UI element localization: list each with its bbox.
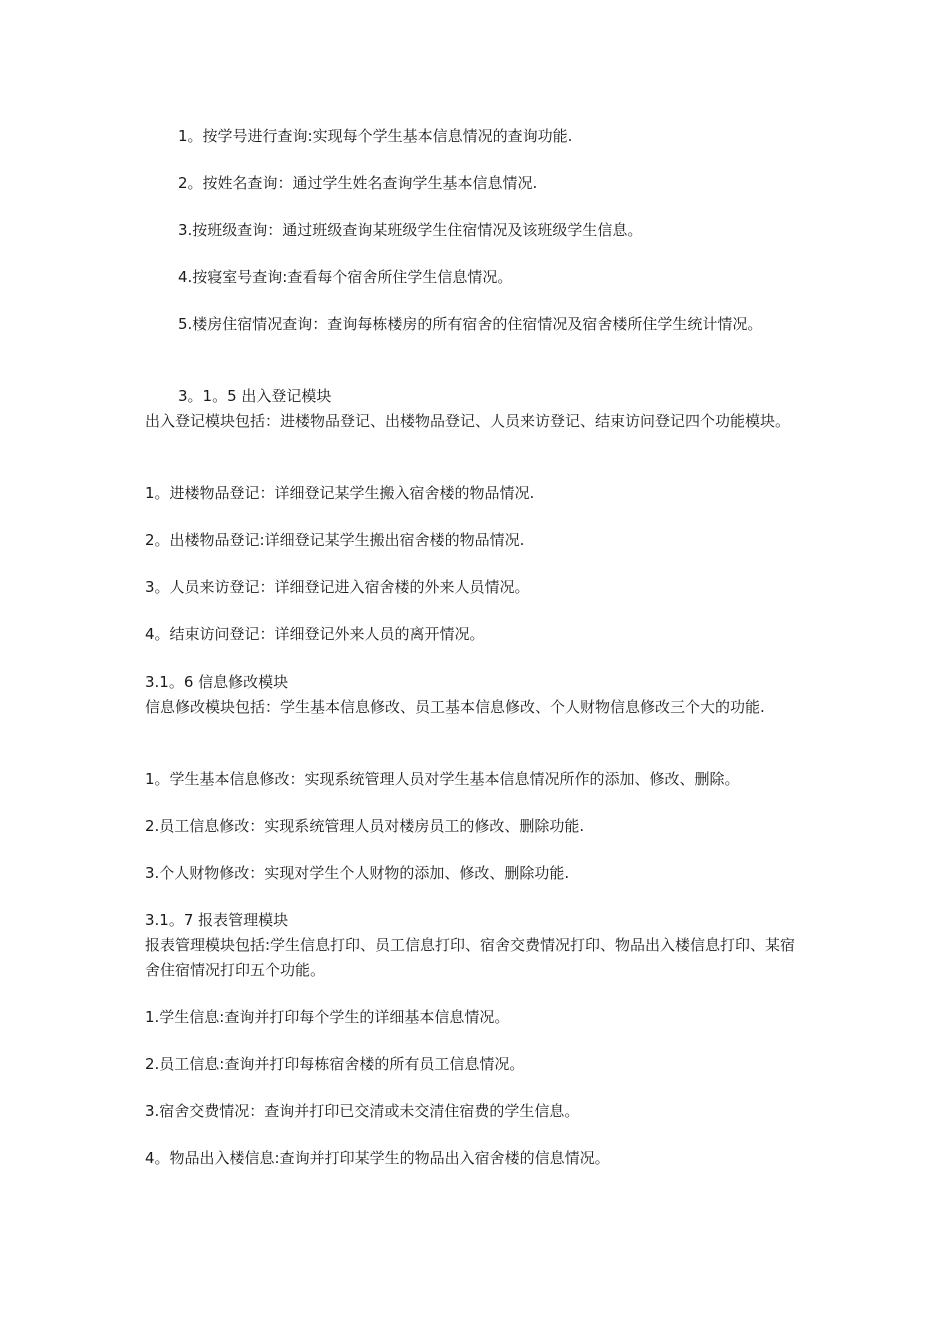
section-317-item-2: 2.员工信息:查询并打印每栋宿舍楼的所有员工信息情况。 bbox=[145, 1055, 525, 1073]
section-317-item-3: 3.宿舍交费情况：查询并打印已交清或未交清住宿费的学生信息。 bbox=[145, 1102, 580, 1120]
section-316-item-2: 2.员工信息修改：实现系统管理人员对楼房员工的修改、删除功能. bbox=[145, 817, 585, 835]
section-316-item-1: 1。学生基本信息修改：实现系统管理人员对学生基本信息情况所作的添加、修改、删除。 bbox=[145, 770, 740, 788]
section-315-intro: 出入登记模块包括：进楼物品登记、出楼物品登记、人员来访登记、结束访问登记四个功能模块。 bbox=[145, 412, 791, 430]
section-315-item-4: 4。结束访问登记：详细登记外来人员的离开情况。 bbox=[145, 625, 485, 643]
section-316-intro: 信息修改模块包括：学生基本信息修改、员工基本信息修改、个人财物信息修改三个大的功能. bbox=[145, 698, 765, 716]
section-317-item-1: 1.学生信息:查询并打印每个学生的详细基本信息情况。 bbox=[145, 1008, 510, 1026]
section-316-heading: 3.1。6 信息修改模块 bbox=[145, 673, 289, 691]
query-item-4: 4.按寝室号查询:查看每个宿舍所住学生信息情况。 bbox=[178, 268, 513, 286]
section-317-intro: 报表管理模块包括:学生信息打印、员工信息打印、宿舍交费情况打印、物品出入楼信息打印、某宿舍住宿情况打印五个功能。 bbox=[145, 936, 796, 979]
section-315-item-1: 1。进楼物品登记：详细登记某学生搬入宿舍楼的物品情况. bbox=[145, 484, 535, 502]
section-315-item-3: 3。人员来访登记：详细登记进入宿舍楼的外来人员情况。 bbox=[145, 578, 530, 596]
section-317-heading: 3.1。7 报表管理模块 bbox=[145, 911, 289, 929]
section-316-item-3: 3.个人财物修改：实现对学生个人财物的添加、修改、删除功能. bbox=[145, 864, 570, 882]
query-item-5: 5.楼房住宿情况查询：查询每栋楼房的所有宿舍的住宿情况及宿舍楼所住学生统计情况。 bbox=[178, 315, 763, 333]
section-315-item-2: 2。出楼物品登记:详细登记某学生搬出宿舍楼的物品情况. bbox=[145, 531, 525, 549]
query-item-1: 1。按学号进行查询:实现每个学生基本信息情况的查询功能. bbox=[178, 127, 573, 145]
query-item-3: 3.按班级查询：通过班级查询某班级学生住宿情况及该班级学生信息。 bbox=[178, 221, 643, 239]
section-317-item-4: 4。物品出入楼信息:查询并打印某学生的物品出入宿舍楼的信息情况。 bbox=[145, 1149, 610, 1167]
section-315-heading: 3。1。5 出入登记模块 bbox=[178, 387, 332, 405]
query-item-2: 2。按姓名查询：通过学生姓名查询学生基本信息情况. bbox=[178, 174, 538, 192]
